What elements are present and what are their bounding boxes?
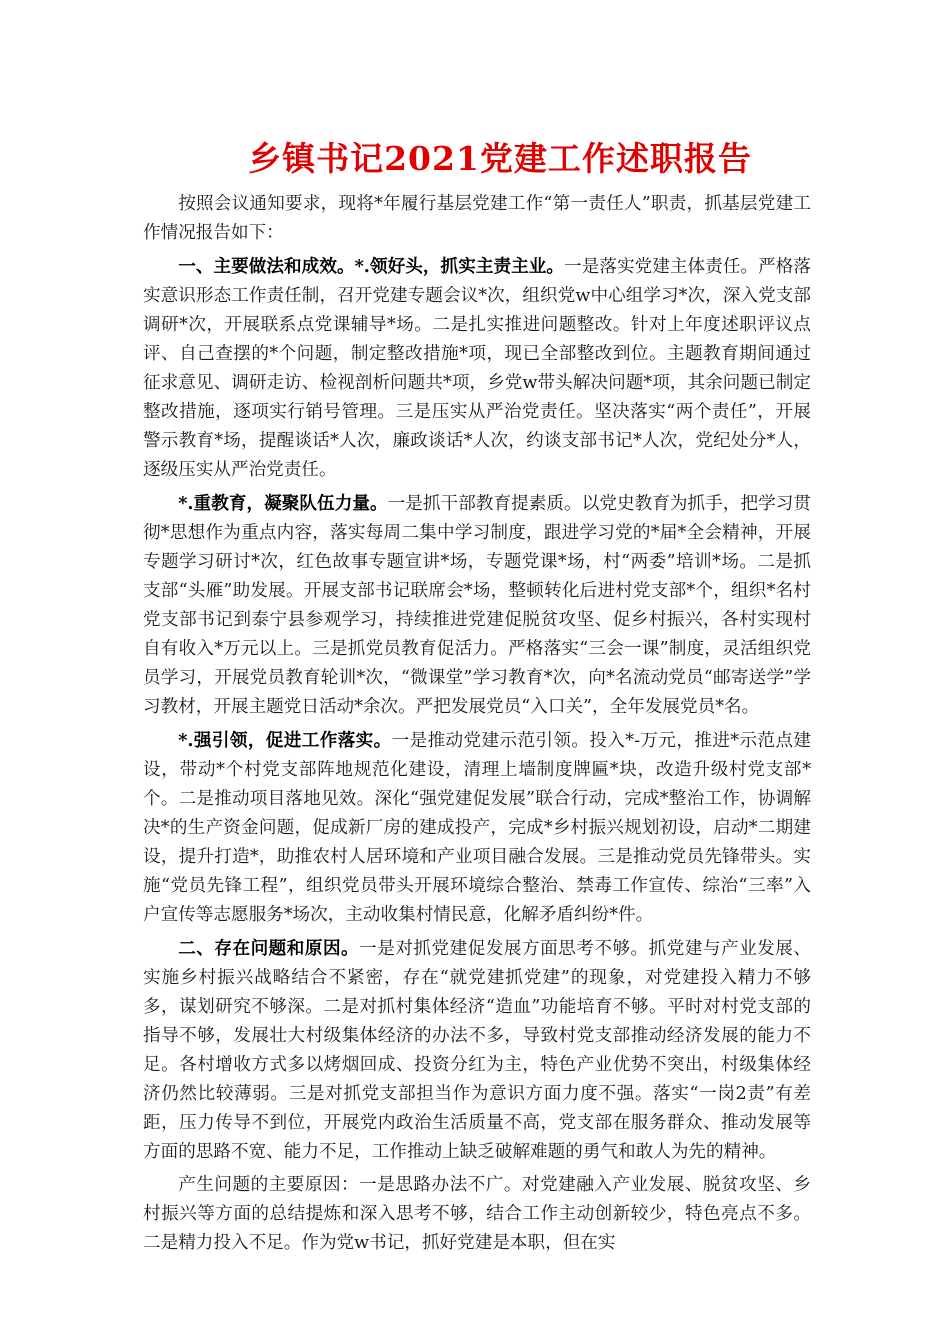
section-heading: 一、主要做法和成效。*.领好头，抓实主责主业。 — [178, 256, 565, 277]
education-paragraph — [143, 489, 811, 722]
section-1-paragraph — [143, 252, 811, 485]
causes-paragraph — [143, 1171, 811, 1258]
paragraph-text: 一是对抓党建促发展方面思考不够。抓党建与产业发展、实施乡村振兴战略结合不紧密，存在“就党建抓党建”的现象，对党建投入精力不够多，谋划研究不够深。二是对抓村集体经济“造血”功能培育不够。平时对村党支部的指导不够，发展壮大村级集体经济的办法不多，导致村党支部推动经济发展的能力不足。各村增收方式多以烤烟回成、投资分红为主，特色产业优势不突出，村级集体经济仍然比较薄弱。三是对抓党支部担当作为意识方面力度不强。落实“一岗2责”有差距，压力传导不到位，开展党内政治生活质量不高，党支部在服务群众、推动发展等方面的思路不宽、能力不足，工作推动上缺乏破解难题的勇气和敢人为先的精神。 — [143, 939, 811, 1162]
paragraph-text: 产生问题的主要原因：一是思路办法不广。对党建融入产业发展、脱贫攻坚、乡村振兴等方面的总结提炼和深入思考不够，结合工作主动创新较少，特色亮点不多。二是精力投入不足。作为党w书记，抓好党建是本职，但在实 — [143, 1175, 811, 1253]
intro-paragraph — [143, 190, 811, 248]
paragraph-text: 一是抓干部教育提素质。以党史教育为抓手，把学习贯彻*思想作为重点内容，落实每周二集中学习制度，跟进学习党的*届*全会精神，开展专题学习研讨*次，红色故事专题宣讲*场，专题党课*场，村“两委”培训*场。二是抓支部“头雁”助发展。开展支部书记联席会*场，整顿转化后进村党支部*个，组织*名村党支部书记到泰宁县参观学习，持续推进党建促脱贫攻坚、促乡村振兴，各村实现村自有收入*万元以上。三是抓党员教育促活力。严格落实“三会一课”制度，灵活组织党员学习，开展党员教育轮训*次，“微课堂”学习教育*次，向*名流动党员“邮寄送学”学习教材，开展主题党日活动*余次。严把发展党员“入口关”，全年发展党员*名。 — [143, 494, 811, 717]
document-title: 乡镇书记2021党建工作述职报告 — [248, 139, 752, 178]
paragraph-text: 按照会议通知要求，现将*年履行基层党建工作“第一责任人”职责，抓基层党建工作情况报告如下： — [143, 194, 811, 243]
paragraph-text: 一是落实党建主体责任。严格落实意识形态工作责任制，召开党建专题会议*次，组织党w中心组学习*次，深入党支部调研*次，开展联系点党课辅导*场。二是扎实推进问题整改。针对上年度述职评议点评、自己查摆的*个问题，制定整改措施*项，现已全部整改到位。主题教育期间通过征求意见、调研走访、检视剖析问题共*项，乡党w带头解决问题*项，其余问题已制定整改措施，逐项实行销号管理。三是压实从严治党责任。坚决落实“两个责任”，开展警示教育*场，提醒谈话*人次，廉政谈话*人次，约谈支部书记*人次，党纪处分*人，逐级压实从严治党责任。 — [143, 257, 811, 480]
document-body — [143, 190, 811, 1262]
subsection-heading: *.重教育，凝聚队伍力量。 — [178, 493, 388, 514]
subsection-heading: *.强引领，促进工作落实。 — [178, 730, 392, 751]
leadership-paragraph — [143, 726, 811, 930]
section-heading: 二、存在问题和原因。 — [178, 938, 360, 959]
paragraph-text: 一是推动党建示范引领。投入*-万元，推进*示范点建设，带动*个村党支部阵地规范化建设，清理上墙制度牌匾*块，改造升级村党支部*个。二是推动项目落地见效。深化“强党建促发展”联合行动，完成*整治工作，协调解决*的生产资金问题，促成新厂房的建成投产，完成*乡村振兴规划初设，启动*二期建设，提升打造*，助推农村人居环境和产业项目融合发展。三是推动党员先锋带头。实施“党员先锋工程”，组织党员带头开展环境综合整治、禁毒工作宣传、综治“三率”入户宣传等志愿服务*场次，主动收集村情民意，化解矛盾纠纷*件。 — [143, 731, 811, 925]
problems-paragraph — [143, 934, 811, 1167]
